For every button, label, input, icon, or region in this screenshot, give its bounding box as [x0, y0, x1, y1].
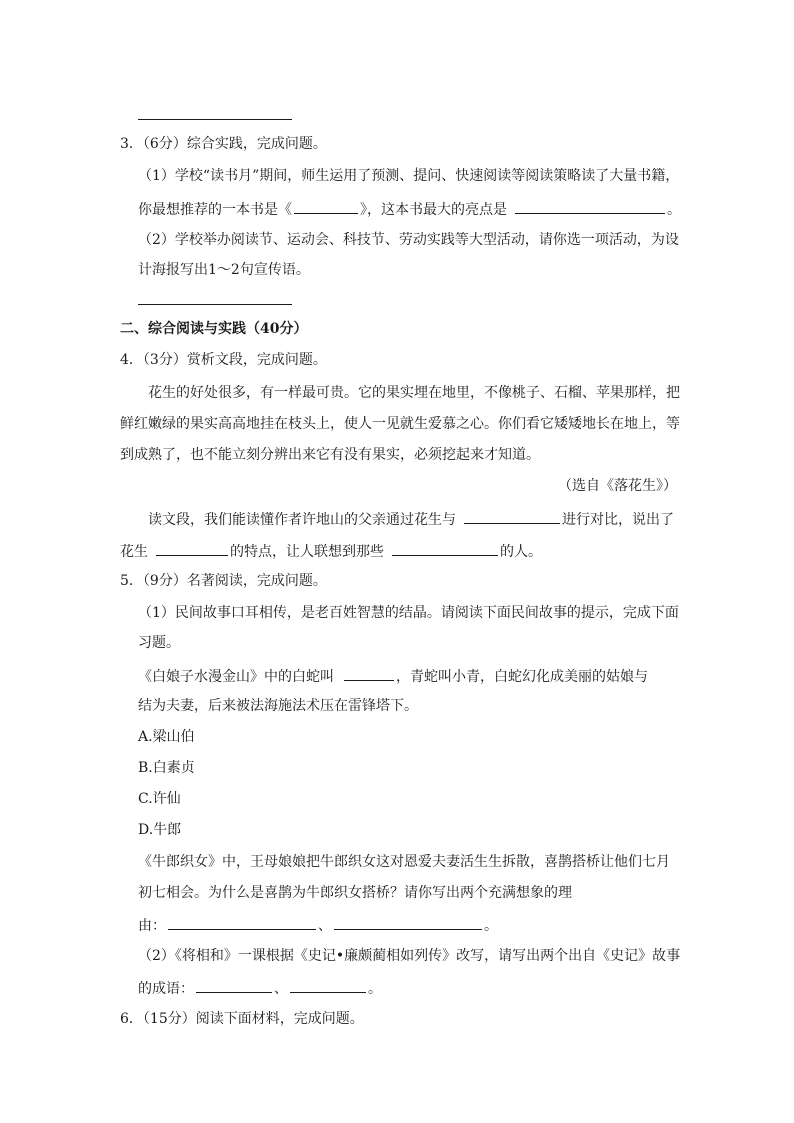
- option-a[interactable]: A.梁山伯: [138, 729, 195, 745]
- q4-question-line1: [148, 508, 674, 530]
- q4-question-text-e: 的人。: [500, 544, 542, 560]
- q5-part2-text-a: 的成语：: [138, 981, 194, 997]
- section-heading: 二、综合阅读与实践（40分）: [120, 321, 308, 337]
- option-c[interactable]: C.许仙: [138, 791, 181, 807]
- q3-part1-line2: [138, 198, 681, 220]
- q3-part1-text-b: 》，这本书最大的亮点是: [360, 202, 507, 218]
- answer-line-top[interactable]: [138, 119, 292, 120]
- q4-passage-line3: 到成熟了，也不能立刻分辨出来它有没有果实，必须挖起来才知道。: [120, 447, 540, 463]
- q4-question-text-a: 读文段，我们能读懂作者许地山的父亲通过花生与: [148, 512, 456, 528]
- q5-part1-line2: 习题。: [138, 635, 180, 651]
- q4-title: 4．（3分）赏析文段，完成问题。: [120, 352, 327, 368]
- idiom-one-blank[interactable]: [196, 977, 272, 993]
- highlight-blank[interactable]: [515, 198, 665, 214]
- q4-passage-line1: 花生的好处很多，有一样最可贵。它的果实埋在地里，不像桃子、石榴、苹果那样，把: [148, 385, 680, 401]
- trait-blank[interactable]: [156, 540, 228, 556]
- q5-part2-line1: （2）《将相和》一课根据《史记•廉颇蔺相如列传》改写，请写出两个出自《史记》故事: [138, 948, 681, 964]
- q3-title: 3．（6分）综合实践，完成问题。: [120, 136, 327, 152]
- q5-story2-text-b: 、: [318, 918, 332, 934]
- reason-one-blank[interactable]: [168, 914, 316, 930]
- q5-story2-text-c: 。: [484, 918, 498, 934]
- q4-question-text-d: 的特点，让人联想到那些: [230, 544, 384, 560]
- q5-part2-text-c: 。: [368, 981, 382, 997]
- option-d[interactable]: D.牛郎: [138, 822, 182, 838]
- q5-story2-line3: [138, 914, 498, 936]
- q5-title: 5．（9分）名著阅读，完成问题。: [120, 573, 327, 589]
- q3-part1-text-a: 你最想推荐的一本书是《: [138, 202, 292, 218]
- idiom-two-blank[interactable]: [290, 977, 366, 993]
- q4-passage-line2: 鲜红嫩绿的果实高高地挂在枝头上，使人一见就生爱慕之心。你们看它矮矮地长在地上，等: [120, 416, 680, 432]
- q5-part1-line1: （1）民间故事口耳相传，是老百姓智慧的结晶。请阅读下面民间故事的提示，完成下面: [138, 605, 679, 621]
- q5-story1-line2: 结为夫妻，后来被法海施法术压在雷锋塔下。: [138, 698, 418, 714]
- q5-story2-line1: 《牛郎织女》中，王母娘娘把牛郎织女这对恩爱夫妻活生生拆散，喜鹊搭桥让他们七月: [138, 854, 670, 870]
- reason-two-blank[interactable]: [334, 914, 482, 930]
- q4-question-line2: [120, 540, 542, 562]
- q5-story1-text-a: 《白娘子水漫金山》中的白蛇叫: [138, 669, 334, 685]
- q4-source: （选自《落花生》）: [558, 478, 677, 494]
- q4-question-text-c: 花生: [120, 544, 148, 560]
- white-snake-name-blank[interactable]: [344, 665, 394, 681]
- q5-part2-text-b: 、: [274, 981, 288, 997]
- q5-part2-line2: [138, 977, 382, 999]
- q5-story2-text-a: 由：: [138, 918, 166, 934]
- q3-part2-line1: （2）学校举办阅读节、运动会、科技节、劳动实践等大型活动，请你选一项活动，为设: [138, 232, 679, 248]
- people-blank[interactable]: [392, 540, 498, 556]
- q6-title: 6．（15分）阅读下面材料，完成问题。: [120, 1011, 364, 1027]
- q3-part2-line2: 计海报写出1～2句宣传语。: [138, 262, 310, 278]
- q3-part1-text-c: 。: [667, 202, 681, 218]
- book-title-blank[interactable]: [294, 198, 358, 214]
- option-b[interactable]: B.白素贞: [138, 760, 195, 776]
- q5-story1-line1: [138, 665, 648, 687]
- q5-story1-text-b: ，青蛇叫小青，白蛇幻化成美丽的姑娘与: [396, 669, 648, 685]
- q3-part1-line1: （1）学校“读书月”期间，师生运用了预测、提问、快速阅读等阅读策略读了大量书籍，: [138, 168, 680, 184]
- q4-question-text-b: 进行对比，说出了: [562, 512, 674, 528]
- q5-story2-line2: 初七相会。为什么是喜鹊为牛郎织女搭桥？请你写出两个充满想象的理: [138, 885, 572, 901]
- comparison-blank[interactable]: [464, 508, 560, 524]
- slogan-answer-line[interactable]: [138, 304, 292, 305]
